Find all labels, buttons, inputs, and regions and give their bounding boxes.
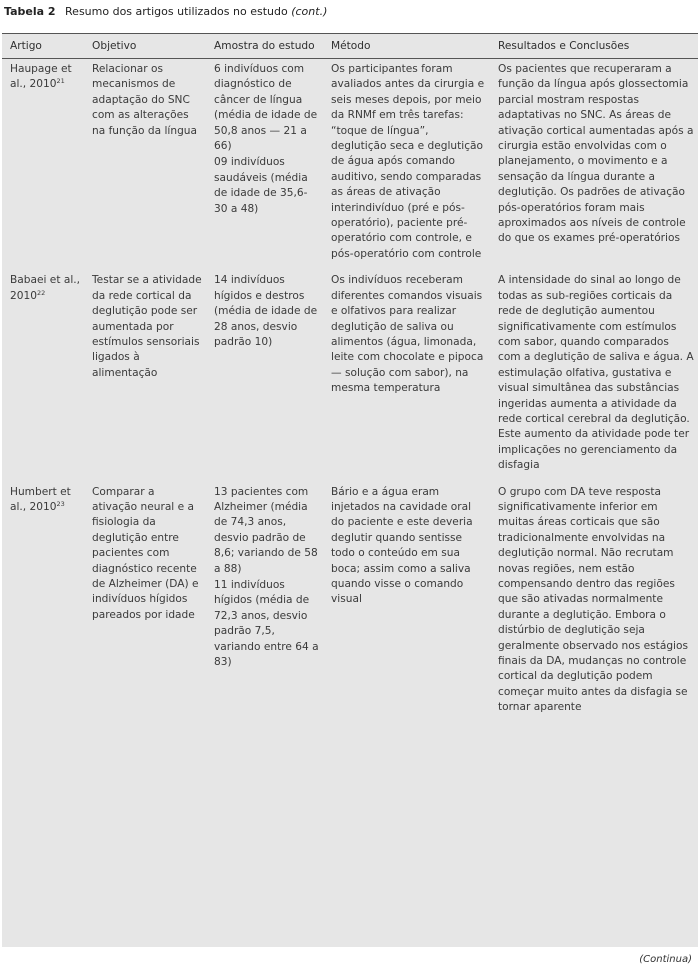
cell-metodo: Bário e a água eram injetados na cavidade oral do paciente e este deveria deglutir quando sentisse todo o conteúdo em sua boca; assim como a saliva quando visse o comando visual xyxy=(331,485,473,606)
table-row xyxy=(2,482,698,724)
continues-note: (Continua) xyxy=(639,954,692,965)
sample-group: 14 indivíduos hígidos e destros (média de idade de 28 anos, desvio padrão 10) xyxy=(214,274,318,348)
author: Babaei et al., 2010 xyxy=(10,274,81,302)
header-amostra: Amostra do estudo xyxy=(206,34,323,59)
header-resultados: Resultados e Conclusões xyxy=(490,34,698,59)
header-metodo: Método xyxy=(323,34,490,59)
cell-resultados: A intensidade do sinal ao longo de todas as sub-regiões corticais da rede de deglutição aumentou significativamente com estímulos com sabor, quando comparados com a deglutição de saliva e água. A estimulação olfativa, gustativa e visual simultânea das substâncias ingeridas aumenta a atividade da rede cortical cerebral da deglutição. Este aumento da atividade pode ter implicações no gerenciamento da disfagia xyxy=(498,274,694,472)
table-caption xyxy=(4,3,696,21)
cell-artigo xyxy=(2,482,84,724)
header-row xyxy=(2,34,698,59)
cell-amostra xyxy=(206,59,323,271)
reference-number: 21 xyxy=(56,77,65,86)
cell-artigo xyxy=(2,59,84,271)
cell-objetivo: Relacionar os mecanismos de adaptação do SNC com as alterações na função da língua xyxy=(92,63,198,137)
sample-group: 6 indivíduos com diagnóstico de câncer de língua (média de idade de 50,8 anos — 21 a 66) xyxy=(214,63,318,153)
header-artigo: Artigo xyxy=(2,34,84,59)
cell-artigo xyxy=(2,270,84,481)
reference-number: 23 xyxy=(56,499,65,508)
table-cont: (cont.) xyxy=(291,5,328,18)
cell-metodo: Os participantes foram avaliados antes da cirurgia e seis meses depois, por meio da RNMf em três tarefas: “toque de língua”, deglutição seca e deglutição de água após comando auditivo, sendo comparadas as áreas de ativação interindivíduo (pré e pós-operatório), paciente pré-operatório com controle, e pós-operatório com controle xyxy=(331,63,485,260)
author: Haupage et al., 2010 xyxy=(10,63,72,91)
cell-objetivo: Testar se a atividade da rede cortical da deglutição pode ser aumentada por estímulos sensoriais ligados à alimentação xyxy=(92,274,202,379)
table-title: Resumo dos artigos utilizados no estudo xyxy=(65,5,288,18)
table-row xyxy=(2,59,698,271)
sample-group: 13 pacientes com Alzheimer (média de 74,3 anos, desvio padrão de 8,6; variando de 58 a 88) xyxy=(214,485,318,575)
table-label: Tabela 2 xyxy=(4,5,56,18)
cell-amostra xyxy=(206,482,323,724)
cell-amostra xyxy=(206,270,323,481)
sample-group: 11 indivíduos hígidos (média de 72,3 anos, desvio padrão 7,5, variando entre 64 a 83) xyxy=(214,579,319,669)
cell-metodo: Os indivíduos receberam diferentes comandos visuais e olfativos para realizar deglutição de saliva ou alimentos (água, limonada, leite com chocolate e pipoca — solução com sabor), na mesma temperatura xyxy=(331,274,484,395)
sample-group: 09 indivíduos saudáveis (média de idade de 35,6-30 a 48) xyxy=(214,156,308,215)
summary-table xyxy=(2,33,698,724)
cell-resultados: Os pacientes que recuperaram a função da língua após glossectomia parcial mostram respostas adaptativas no SNC. As áreas de ativação cortical aumentadas após a cirurgia estão envolvidas com o planejamento, o movimento e a sensação da língua durante a deglutição. Os padrões de ativação pós-operatórios foram mais aproximados aos níveis de controle do que os exames pré-operatórios xyxy=(498,63,694,245)
reference-number: 22 xyxy=(36,288,46,297)
header-objetivo: Objetivo xyxy=(84,34,206,59)
author: Humbert et al., 2010 xyxy=(10,485,71,513)
cell-objetivo: Comparar a ativação neural e a fisiologia da deglutição entre pacientes com diagnóstico recente de Alzheimer (DA) e indivíduos hígidos pareados por idade xyxy=(92,485,199,621)
cell-resultados: O grupo com DA teve resposta significativamente inferior em muitas áreas corticais que são tradicionalmente envolvidas na deglutição normal. Não recrutam novas regiões, nem estão compensando dentro das regiões que são ativadas normalmente durante a deglutição. Embora o distúrbio de deglutição seja geralmente observado nos estágios finais da DA, mudanças no controle cortical da deglutição podem começar muito antes da disfagia se tornar aparente xyxy=(498,485,688,714)
table-row xyxy=(2,270,698,481)
